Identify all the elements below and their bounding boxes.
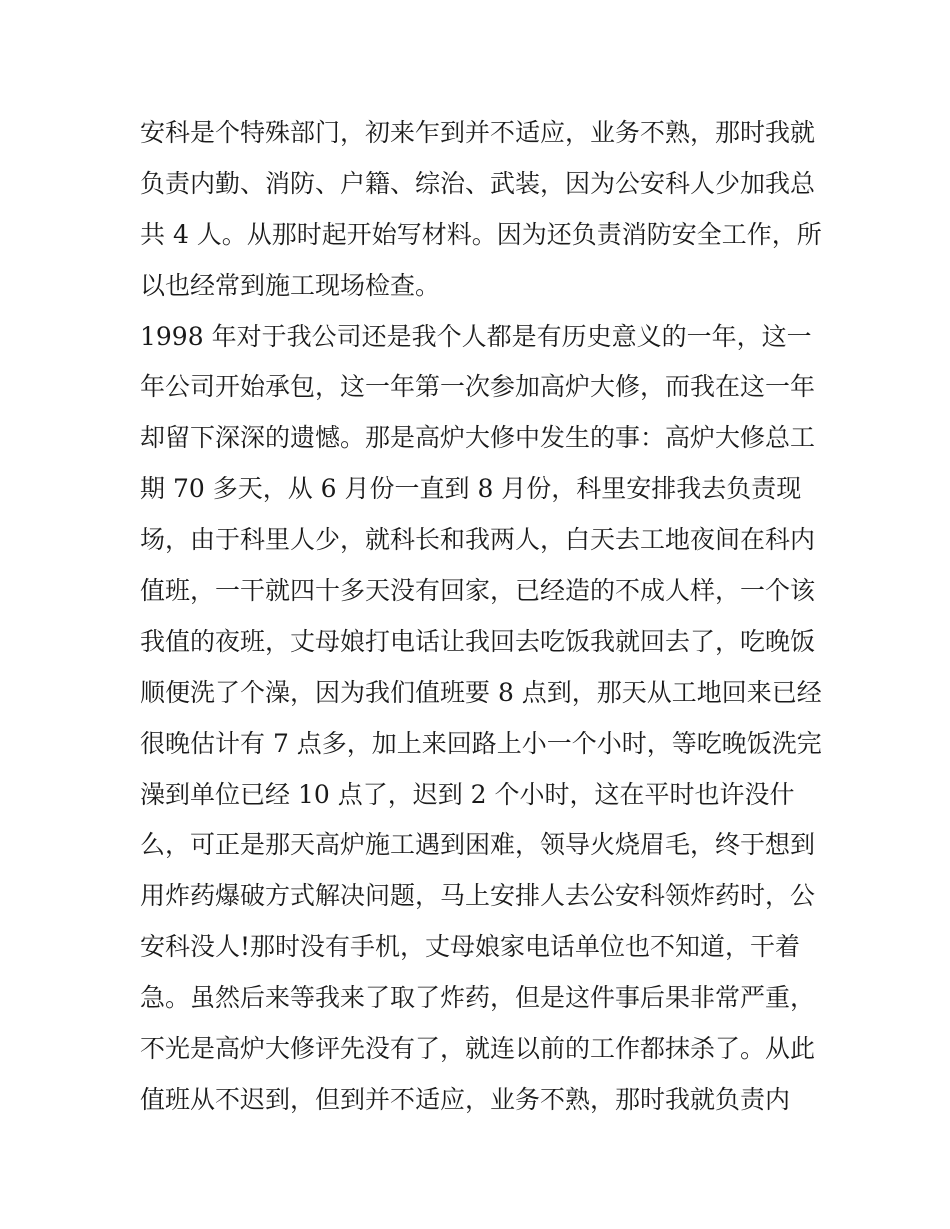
text-line: 年公司开始承包，这一年第一次参加高炉大修，而我在这一年: [140, 372, 816, 402]
text-line: 1998 年对于我公司还是我个人都是有历史意义的一年，这一: [140, 321, 812, 351]
text-line: 我值的夜班，丈母娘打电话让我回去吃饭我就回去了，吃晚饭: [140, 626, 816, 656]
text-line: 负责内勤、消防、户籍、综治、武装，因为公安科人少加我总: [140, 168, 816, 198]
text-line: 用炸药爆破方式解决问题，马上安排人去公安科领炸药时，公: [140, 881, 816, 911]
body-text: [140, 108, 830, 1126]
text-line: 场，由于科里人少，就科长和我两人，白天去工地夜间在科内: [140, 525, 816, 555]
text-line: 以也经常到施工现场检查。: [140, 270, 441, 300]
text-line: 值班，一干就四十多天没有回家，已经造的不成人样，一个该: [140, 576, 816, 606]
text-line: 很晚估计有 7 点多，加上来回路上小一个小时，等吃晚饭洗完: [140, 728, 822, 758]
text-line: 值班从不迟到，但到并不适应，业务不熟，那时我就负责内: [140, 1084, 791, 1114]
text-line: 么，可正是那天高炉施工遇到困难，领导火烧眉毛，终于想到: [140, 830, 816, 860]
text-line: 顺便洗了个澡，因为我们值班要 8 点到，那天从工地回来已经: [140, 677, 822, 707]
text-line: 不光是高炉大修评先没有了，就连以前的工作都抹杀了。从此: [140, 1034, 816, 1064]
text-line: 却留下深深的遗憾。那是高炉大修中发生的事：高炉大修总工: [140, 423, 816, 453]
text-line: 澡到单位已经 10 点了，迟到 2 个小时，这在平时也许没什: [140, 779, 795, 809]
text-line: 急。虽然后来等我来了取了炸药，但是这件事后果非常严重，: [140, 983, 816, 1013]
text-line: 期 70 多天，从 6 月份一直到 8 月份，科里安排我去负责现: [140, 474, 802, 504]
text-line: 共 4 人。从那时起开始写材料。因为还负责消防安全工作，所: [140, 219, 822, 249]
text-line: 安科是个特殊部门，初来乍到并不适应，业务不熟，那时我就: [140, 118, 816, 147]
text-line: 安科没人!那时没有手机，丈母娘家电话单位也不知道，干着: [140, 932, 801, 962]
